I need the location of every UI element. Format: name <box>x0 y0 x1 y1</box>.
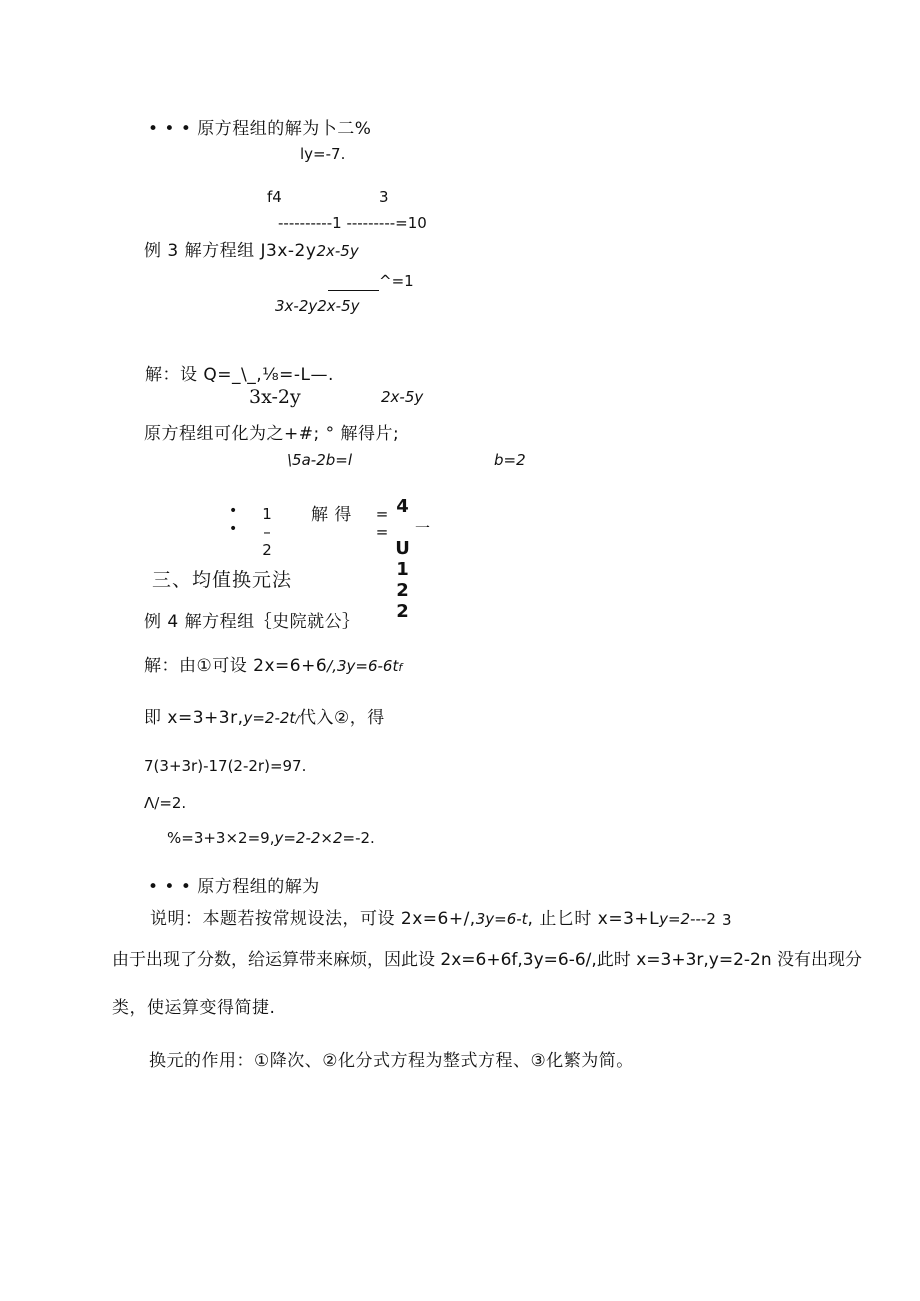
calc3-y: y=2-2×2= <box>274 829 356 847</box>
fraction-numerator-right: 3 <box>379 188 389 206</box>
b-value: b=2 <box>494 451 526 469</box>
note-line-1 <box>150 911 716 928</box>
example-3-heading <box>144 243 359 260</box>
note1-expr: 3y=6-t <box>475 910 528 928</box>
vertical-one-half: 1–2 <box>258 505 276 559</box>
bullet-2: • <box>229 521 238 537</box>
example-3-denominator: 2x-5y <box>316 242 359 260</box>
fraction-line <box>328 290 379 291</box>
bullet-1: • <box>229 503 238 519</box>
note1-y: y=2 <box>659 910 691 928</box>
ex4-sol-lead: 解：由①可设 2x=6+6 <box>144 656 328 676</box>
sub-mark: ∕ <box>295 713 300 726</box>
linear-system-equation: \5a-2b=l <box>287 451 353 469</box>
ex4-sol-sub: f <box>398 661 403 674</box>
equals-signs: == <box>373 505 391 541</box>
solution-label: 解 得 <box>311 505 352 525</box>
solution-conclusion-line: • • • 原方程组的解为卜二% <box>148 119 372 139</box>
note1-lead: 说明：本题若按常规设法，可设 2x=6+∕, <box>150 909 476 929</box>
substitution-denominator-1: 3x-2y <box>249 386 301 408</box>
sub-lead: 即 x=3+3r, <box>144 708 244 728</box>
example-3-label: 例 3 解方程组 J3x-2y <box>144 241 317 261</box>
substitution-denominator-2: 2x-5y <box>381 388 424 406</box>
calculation-line-3 <box>167 830 375 846</box>
note1-mid: , 止匕时 x=3+L <box>527 909 660 929</box>
calculation-line-1: 7(3+3r)-17(2-2r)=97. <box>144 757 307 775</box>
calculation-line-2: Λ∕=2. <box>144 794 187 812</box>
section-3-heading: 三、均值换元法 <box>152 569 293 591</box>
note1-dashes: ---2 <box>690 910 716 928</box>
example-4-conclusion: • • • 原方程组的解为 <box>148 877 320 897</box>
transformed-system-line: 原方程组可化为之+#; ° 解得片; <box>144 424 400 444</box>
solution-y-value: ly=-7. <box>300 145 346 163</box>
example-4-solution <box>144 658 402 675</box>
calc3-x: %=3+3×2=9, <box>167 829 275 847</box>
example-4-heading: 例 4 解方程组｛史院就公｝ <box>144 612 360 632</box>
rotated-dash: 一 <box>413 520 431 535</box>
substitution-setup: 解：设 Q=_\_,⅛=-L—. <box>145 365 334 385</box>
sub-expr: y=2-2t <box>243 709 296 727</box>
fraction-numerator-left: f4 <box>267 188 282 206</box>
calc3-result: -2. <box>355 829 375 847</box>
ex4-sol-expr: ∕,3y=6-6t <box>327 657 399 675</box>
substitution-summary: 换元的作用：①降次、②化分式方程为整式方程、③化繁为简。 <box>149 1051 634 1071</box>
equation-2-rhs: ^=1 <box>379 272 414 290</box>
note-line-3: 类，使运算变得简捷. <box>112 998 276 1018</box>
note1-three: 3 <box>722 911 732 929</box>
sub-tail: 代入②，得 <box>299 708 385 728</box>
equation-2-denominators: 3x-2y2x-5y <box>275 297 360 315</box>
substitution-line <box>144 710 385 727</box>
rotated-u-values: 4 U122 <box>392 496 413 622</box>
fraction-bars: ----------1 ---------=10 <box>278 214 427 232</box>
note-line-2: 由于出现了分数，给运算带来麻烦，因此设 2x=6+6f,3y=6-6∕,此时 x=3+3r,y=2-2n 没有出现分 <box>112 950 863 970</box>
